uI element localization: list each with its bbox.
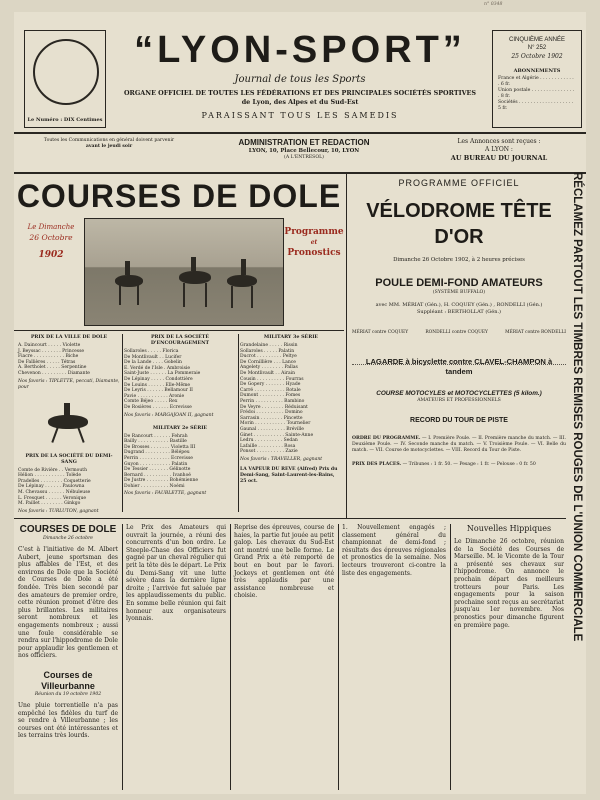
moto-sub: AMATEURS ET PROFESSIONNELS <box>417 398 501 403</box>
entry-row: De Brosses . . . . . . . Violetta III <box>124 444 196 450</box>
entry-row: M. Paillet . . . . . . . . Ginkgo <box>18 501 81 507</box>
entry-row: Gaunal . . . . . . . . . . Bréville <box>240 426 304 432</box>
side-banner <box>570 172 586 792</box>
entry-row: Dohier . . . . . . . . . . Noémi <box>124 483 185 489</box>
article-col-2 <box>126 524 226 623</box>
entry-row: M. Chevassu . . . . . . Nébuleuse <box>18 489 91 495</box>
entry-row: Guyon . . . . . . . . . . . Palatin <box>124 461 188 467</box>
heat: RONDELLI contre COQUEY <box>425 330 488 335</box>
entry-row: Perrin . . . . . . . . . . . Ecrevisse <box>124 455 193 461</box>
article-title: Courses de Villeurbanne <box>41 669 95 691</box>
tagline: Journal de tous les Sports <box>234 74 366 85</box>
article-col-4 <box>342 524 446 577</box>
article-col-3 <box>234 524 334 600</box>
side-banner-text: RÉCLAMEZ PARTOUT LES TIMBRES REMISES ROUGES DE L'UNION COMMERCIALE <box>571 172 583 642</box>
prize-col-1 <box>18 334 120 515</box>
programme-et: et <box>310 239 318 246</box>
pick: Nos favoris : TIPLETTE, peccati, Diamante, pour <box>18 378 120 390</box>
entry-row: Sarrasin . . . . . . . . Pincette <box>240 415 303 421</box>
prize-header: PRIX DE LA SOCIÉTÉ D'ENCOURAGEMENT <box>150 334 210 346</box>
entry-row: Angelety . . . . . . . . Pallas <box>240 365 298 371</box>
entry-row: Cousin . . . . . . . . . . Fourras <box>240 376 304 382</box>
entry-row: De Justre . . . . . . . . Bohémienne <box>124 478 199 484</box>
heat: MÉRIAT contre RONDELLI <box>505 330 566 335</box>
sub-row: France et Algérie . . . . . . . . . . . . . 6 fr. <box>498 76 574 87</box>
emblem-icon <box>33 39 99 105</box>
entry-row: De Cornillière . . . Lance <box>240 359 296 365</box>
race-date-year: 1902 <box>38 250 64 260</box>
prize-header: MILITARY 3e SÉRIE <box>263 334 319 340</box>
entry-row: Carré . . . . . . . . . . . Rotale <box>240 387 301 393</box>
programme-label <box>284 226 344 259</box>
entry-row: De Leyris . . . . . . Bellamour II <box>124 388 193 394</box>
prize-header: MILITARY 2e SÉRIE <box>152 424 208 431</box>
article-col-1 <box>18 524 118 740</box>
entry-row: De Lépinay . . . . . . Paulowna <box>18 484 85 490</box>
sub-row: Sociétés . . . . . . . . . . . . . . . . . . . 5 fr. <box>498 100 574 111</box>
velodrome-block <box>352 178 566 468</box>
article-sub: Dimanche 26 octobre <box>42 536 94 541</box>
race-date <box>20 222 82 261</box>
race-entries: avec MM. MÉRIAT (Gén.), H. COQUEY (Gén.) , RONDELLI (Gén.) <box>375 302 543 308</box>
divider <box>14 518 566 519</box>
pick: Nos favoris : MARGAJOAN II, gagnant <box>124 412 214 418</box>
year-label: CINQUIÈME ANNÉE <box>508 37 565 43</box>
prize-header: PRIX DE LA SOCIÉTÉ DU DEMI-SANG <box>25 452 113 465</box>
info-left-line1: Toutes les Communications en général doivent parvenir <box>43 138 175 143</box>
entry-row: De Lépinay . . . . . Condottière <box>124 376 193 382</box>
article-title: Nouvelles Hippiques <box>466 524 552 533</box>
entry-row: Chevenon . . . . . . . . . Diamante <box>18 370 90 376</box>
col-rule <box>346 172 347 518</box>
entry-row: De Tessier . . . . . . . Gélinotte <box>124 467 191 473</box>
race-date-day: 26 Octobre <box>29 233 73 242</box>
entry-row: Dumont . . . . . . . . . Fomes <box>240 393 301 399</box>
issue-number: N° 252 <box>527 45 547 51</box>
left-ornament-box <box>24 30 106 128</box>
admin-sub: (A L'ENTRESOL) <box>284 155 324 160</box>
info-left-line2: avant le jeudi soir <box>85 144 133 149</box>
entry-row: De Fallières . . . . . Tétras <box>18 359 76 365</box>
organ-line: ORGANE OFFICIEL DE TOUTES LES FÉDÉRATIONS ET DES PRINCIPALES SOCIÉTÉS SPORTIVES <box>123 89 477 97</box>
record-title: RECORD DU TOUR DE PISTE <box>410 417 508 424</box>
info-center <box>204 138 404 161</box>
issue-date: 25 Octobre 1902 <box>511 53 563 60</box>
entry-row: Ginet . . . . . . . . . . . Sainte-Anne <box>240 432 314 438</box>
race-sub: (SYSTÈME BUFFALO) <box>432 290 486 295</box>
order-label: ORDRE DU PROGRAMME. <box>352 436 421 441</box>
year-box <box>492 30 582 128</box>
entry-row: Ponsot . . . . . . . . . . Zazie <box>240 449 298 455</box>
entry-row: Frédoi . . . . . . . . . . Domino <box>240 410 303 416</box>
newspaper-page <box>14 2 586 794</box>
prize-col-3 <box>240 334 342 485</box>
info-left <box>14 138 204 150</box>
pick: Nos favoris : TURLUTON, gagnant <box>18 508 99 514</box>
sub-row: Union postale . . . . . . . . . . . . . . . . 8 fr. <box>498 88 575 99</box>
entry-row: Ducrot . . . . . . . . . Peltye <box>240 354 297 360</box>
order-block <box>352 436 566 454</box>
match-title: LAGARDE à bicyclette contre CLAVEL-CHAMPON à tandem <box>365 357 553 376</box>
race-title: POULE DEMI-FOND AMATEURS <box>375 277 543 289</box>
entry-row: L. Fresquet . . . . . . Veronique <box>18 495 87 501</box>
entry-row: A. Bertholet . . . . . Serpentine <box>18 365 87 371</box>
subscriptions-title: ABONNEMENTS <box>513 68 561 74</box>
entry-row: De Louins . . . . . . Elle-Même <box>124 382 191 388</box>
velodrome-title: VÉLODROME TÊTE D'OR <box>366 200 552 248</box>
entry-row: De Montlivault . . Airain <box>240 370 295 376</box>
entry-row: Bernard . . . . . . . . . . Ivanhoé <box>124 472 191 478</box>
entry-row: De Rosières . . . . . . Ecrevisse <box>124 404 192 410</box>
prize-header: PRIX DE LA VILLE DE DOLE <box>30 334 108 340</box>
ads-line3: AU BUREAU DU JOURNAL <box>450 154 548 162</box>
article-text: 1. Nouvellement engagés ; classement général du championnat de demi-fond ; résultats des épreuves régionales et pronostics de la semaine. Nos lecteurs trouveront ci-contre la liste des engagements. <box>342 524 446 577</box>
entry-row: E. Verdé de l'Isle . Ambroisie <box>124 365 191 371</box>
triple-heats <box>352 330 566 335</box>
entry-row: Fiacre . . . . . . . . . . . Biche <box>18 354 79 360</box>
masthead <box>110 30 490 120</box>
entry-row: Pavie . . . . . . . . . . . Aronie <box>124 393 185 399</box>
pronostics-text: Pronostics <box>287 248 341 258</box>
entry-row: De Gopery . . . . . . . Hyade <box>240 382 301 388</box>
entry-row: Ledru . . . . . . . . . . Sedan <box>240 438 298 444</box>
moto-title: COURSE MOTOCYLES et MOTOCYCLETTES (5 kilom.) <box>376 390 542 397</box>
ads-line1: Les Annonces sont reçues : <box>457 138 541 145</box>
ads-line2: A LYON : <box>485 146 513 153</box>
entry-row: Pradelles . . . . . . . . Coquetterie <box>18 478 91 484</box>
article-title: COURSES DE DOLE <box>19 524 117 535</box>
velodrome-official: PROGRAMME OFFICIEL <box>398 178 520 188</box>
admin-addr: LYON, 10, Place Bellecour, 10, LYON <box>248 148 360 154</box>
pick: Nos favoris : FAUBLETTE, gagnant <box>124 491 207 497</box>
article-text: Le Prix des Amateurs qui ouvrait la journée, a réuni des concurrents d'un bon ordre. Le Steeple-Chase des Officiers fut gagné par un cheval régulier qui prit la tête dès le départ. Le Prix du Demi-Sang vit une lutte sévère dans la dernière ligne droite ; l'arrivée fut saluée par les applaudissements du public. En somme belle réunion qui fait honneur aux organisateurs lyonnais. <box>126 524 226 623</box>
entry-row: Bailly . . . . . . . . . . . Bastille <box>124 439 187 445</box>
col-rule <box>238 334 239 512</box>
admin-title: ADMINISTRATION ET REDACTION <box>238 138 370 147</box>
price-box: Le Numéro : DIX Centimes <box>27 117 103 123</box>
schedule: PARAISSANT TOUS LES SAMEDIS <box>201 111 399 120</box>
entry-row: De la Lande . . . . Gobelin <box>124 360 182 366</box>
race-date-label: Le Dimanche <box>27 223 75 231</box>
entry-row: Morin . . . . . . . . . . . Tournelier <box>240 421 311 427</box>
article-text: C'est à l'initiative de M. Albert Aubert, jeune sportsman des plus affables de l'Est, et des environs de Dole que la Société de Courses de Dole a été fondée. Très bien secondé par des amateurs de premier ordre, cette réunion promet d'être des plus brillantes. Les militaires seront nombreux et les engagements nombreux ; aussi une foule considérable se rendra sur l'hippodrome de Dole pour applaudir les gentlemen et nos officiers. <box>18 546 118 660</box>
entry-row: Grandelaine . . . . . Rissin <box>240 343 298 348</box>
entry-row: Comte Béjeo . . . . . Rex <box>124 399 178 405</box>
heat: MÉRIAT contre COQUEY <box>352 330 409 335</box>
race-supplement: Suppléant : BERTHOLLAT (Gén.) <box>416 309 502 315</box>
prices-block <box>352 462 566 468</box>
entry-row: Perrin . . . . . . . . . . Bambino <box>240 398 305 404</box>
col-rule <box>122 334 123 512</box>
note: LA VAPEUR DU REVE (Alfred) Prix du Demi-Sang, Saint-Laurent-les-Bains, 25 oct. <box>240 466 338 484</box>
horse-vignette-icon <box>18 397 120 453</box>
article-text: Une pluie torrentielle n'a pas empêché les fidèles du turf de se rendre à Villeurbanne ; les courses ont été intéressantes et les terrains très lourds. <box>18 701 118 740</box>
article-sub: Réunion du 19 octobre 1902 <box>34 691 102 697</box>
prices-label: PRIX DES PLACES. <box>352 462 402 467</box>
divider <box>14 172 586 174</box>
courses-title: COURSES DE DOLE <box>16 178 342 214</box>
region-line: de Lyon, des Alpes et du Sud-Est <box>241 98 359 106</box>
pick: Nos favoris : TRAVELLER, gagnant <box>240 456 323 462</box>
entry-row: J. Beyssac . . . . . . . Princesse <box>18 348 85 354</box>
prize-col-2 <box>124 334 236 497</box>
programme-text: Programme <box>284 227 344 237</box>
article-col-5 <box>454 524 564 629</box>
article-text: Reprise des épreuves, course de haies, la partie fut jouée au petit galop. Les chevaux du Sud-Est ont montré une belle forme. Le Grand Prix a été remporté de bout en bout par le favori. Jockeys et gentlemen ont été très applaudis par une assistance nombreuse et choisie. <box>234 524 334 600</box>
prices-text: — Tribunes : 1 fr. 50. — Pesage : 1 fr. — Pelouse : 0 fr. 50 <box>402 462 536 467</box>
entry-row: Saint-Juste . . . . . . La Pommeraie <box>124 371 201 377</box>
divider <box>14 330 344 331</box>
entry-row: De Veyre . . . . . . . . Réduisant <box>240 404 308 410</box>
article-text: Le Dimanche 26 octobre, réunion de la Société des Courses de Marseille. M. le Vicomte de la Tour a présenté ses chevaux sur l'hippodrome. On annonce le prochain départ des meilleurs trotteurs pour Paris. Les engagements pour la saison prochaine sont reçus au secrétariat jusqu'au 1er novembre. Nos pronostics pour dimanche figurent en première page. <box>454 538 564 629</box>
velodrome-date: Dimanche 26 Octobre 1902, à 2 heures précises <box>393 257 525 263</box>
entry-row: Sollaroles . . . . . Palatin <box>240 348 295 354</box>
divider <box>14 132 586 134</box>
entry-row: Hélion . . . . . . . . . . . Tolède <box>18 473 81 479</box>
entry-row: Comte de Rivière . . Vermouth <box>18 467 87 473</box>
entry-row: De Montlivault . . Lucifer <box>124 354 182 360</box>
order-text: — I. Première Poule. — II. Première manche du match. — III. Deuxième Poule. — IV. Seconde manche du match. — V. Troisième Poule. — VI. Belle du match. — VII. Course de motocyclettes. — VIII. Record du Tour de Piste. <box>352 436 566 453</box>
entry-row: Sollaroles . . . . . Florica <box>124 349 179 354</box>
entry-row: Lafaille . . . . . . . . . Rosa <box>240 443 296 449</box>
info-right <box>414 138 584 162</box>
marginalia: n° 0348 <box>484 2 503 7</box>
entry-row: De Rancourt . . . . . . Fehrah <box>124 433 188 439</box>
horse-photo <box>84 218 284 326</box>
paper-title: “LYON-SPORT” <box>134 29 466 71</box>
entry-row: A. Daincourt . . . . . Violette <box>18 343 81 348</box>
entry-row: Dugrand . . . . . . . . . Bélépeu <box>124 450 190 456</box>
